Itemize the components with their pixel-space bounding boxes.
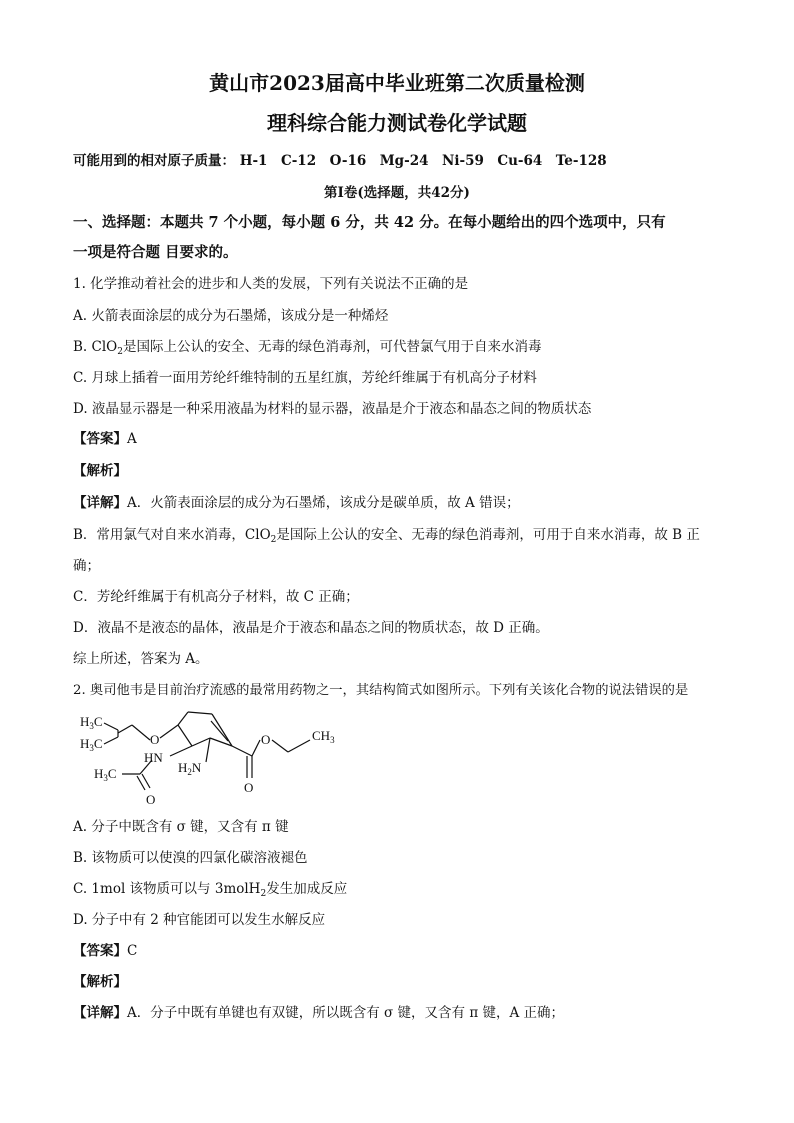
exam-subtitle: 理科综合能力测试卷化学试题 — [267, 111, 527, 135]
q2-detail-a: 【详解】A．分子中既有单键也有双键，所以既含有 σ 键，又含有 π 键，A 正确； — [73, 1005, 565, 1021]
svg-text:O: O — [261, 732, 271, 747]
structure-atom-labels — [80, 714, 335, 807]
svg-text:O: O — [150, 732, 160, 747]
q1-detail-b-cont: 确； — [73, 558, 100, 574]
q2-stem: 2. 奥司他韦是目前治疗流感的最常用药物之一，其结构简式如图所示。下列有关该化合物的说法错误的是 — [73, 683, 689, 698]
svg-text:H3C: $H_3C$ — [94, 766, 117, 783]
q1-detail-b: B．常用氯气对自来水消毒，ClO$_2$是国际上公认的安全、无毒的绿色消毒剂，可用于自来水消毒，故 B 正 — [73, 527, 700, 545]
structure-bonds — [104, 712, 310, 790]
q2-answer: 【答案】C — [73, 943, 138, 959]
atomic-masses: 可能用到的相对原子质量： H-1 C-12 O-16 Mg-24 Ni-59 Cu-64 Te-128 — [73, 153, 607, 169]
q1-detail-a: 【详解】A．火箭表面涂层的成分为石墨烯，该成分是碳单质，故 A 错误； — [73, 495, 520, 511]
q2-option-d: D. 分子中有 2 种官能团可以发生水解反应 — [73, 912, 326, 928]
q1-option-b: B. ClO$_2$是国际上公认的安全、无毒的绿色消毒剂，可代替氯气用于自来水消毒 — [73, 339, 542, 357]
q1-summary: 综上所述，答案为 A。 — [73, 651, 209, 667]
svg-text:O: O — [244, 780, 254, 795]
q2-analysis-label: 【解析】 — [73, 974, 127, 990]
q1-detail-d: D．液晶不是液态的晶体，液晶是介于液态和晶态之间的物质状态，故 D 正确。 — [73, 620, 549, 636]
svg-text:H3C: $H_3C$ — [80, 736, 103, 753]
section-heading-line1: 一、选择题：本题共 7 个小题，每小题 6 分，共 42 分。在每小题给出的四个选项中，只有 — [73, 214, 666, 231]
svg-text:O: O — [146, 792, 156, 807]
q1-detail-c: C．芳纶纤维属于有机高分子材料，故 C 正确； — [73, 589, 359, 605]
svg-text:H2N: $H_2N$ — [178, 760, 202, 777]
svg-text:HN: HN — [144, 750, 163, 765]
svg-text:CH3: $CH_3$ — [312, 728, 335, 745]
q2-option-a: A. 分子中既含有 σ 键，又含有 π 键 — [73, 819, 289, 835]
oseltamivir-structure-diagram — [60, 710, 360, 810]
svg-text:H3C: $H_3C$ — [80, 714, 103, 731]
volume-label: 第Ⅰ卷(选择题，共42分) — [324, 185, 470, 201]
q1-option-d: D. 液晶显示器是一种采用液晶为材料的显示器，液晶是介于液态和晶态之间的物质状态 — [73, 401, 592, 417]
q1-stem: 1. 化学推动着社会的进步和人类的发展，下列有关说法不正确的是 — [73, 276, 469, 292]
q2-option-b: B. 该物质可以使溴的四氯化碳溶液褪色 — [73, 850, 308, 866]
q1-analysis-label: 【解析】 — [73, 463, 127, 479]
q1-option-c: C. 月球上插着一面用芳纶纤维特制的五星红旗，芳纶纤维属于有机高分子材料 — [73, 370, 537, 386]
section-heading-line2: 一项是符合题 目要求的。 — [73, 244, 238, 261]
q1-option-a: A. 火箭表面涂层的成分为石墨烯，该成分是一种烯烃 — [73, 308, 389, 324]
exam-title: 黄山市2023届高中毕业班第二次质量检测 — [209, 71, 585, 95]
q2-option-c: C. 1mol 该物质可以与 3molH$_2$发生加成反应 — [73, 881, 348, 899]
q1-answer: 【答案】A — [73, 431, 137, 447]
